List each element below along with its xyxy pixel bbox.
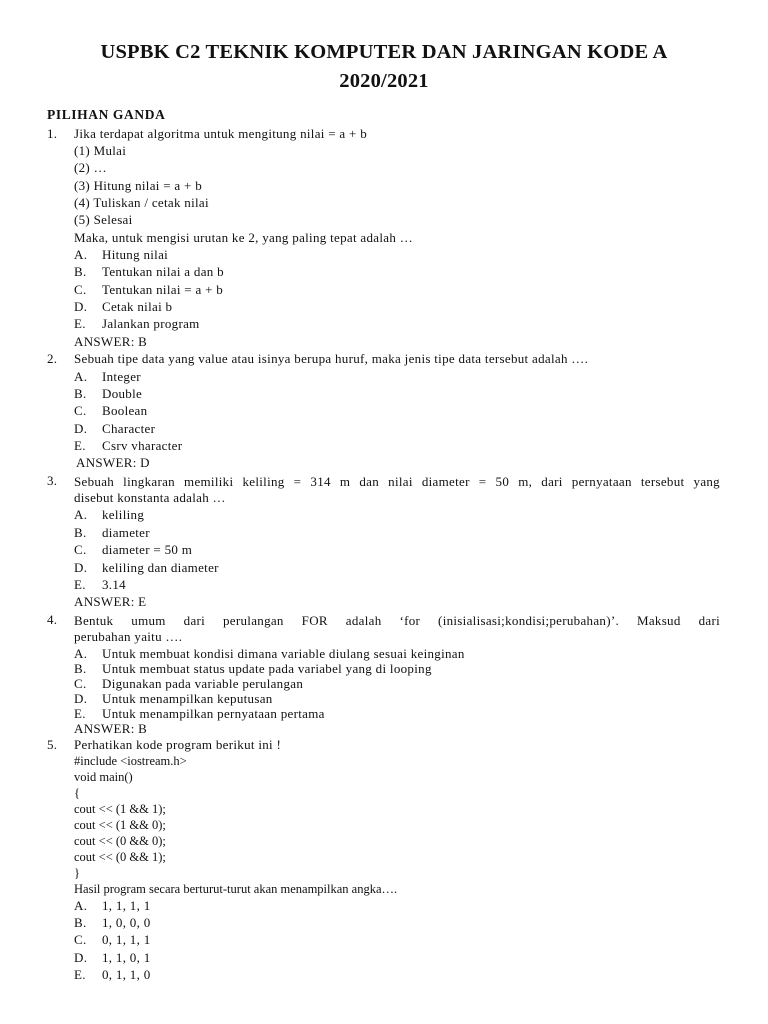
option-letter: A. bbox=[74, 507, 88, 522]
algorithm-step: (2) … bbox=[74, 160, 107, 175]
option-letter: E. bbox=[74, 577, 86, 592]
code-line: } bbox=[74, 866, 80, 880]
algorithm-step: (5) Selesai bbox=[74, 212, 133, 227]
code-line: cout << (1 && 0); bbox=[74, 818, 166, 832]
option-text: keliling dan diameter bbox=[102, 560, 219, 575]
option-letter: E. bbox=[74, 316, 86, 331]
option-letter: A. bbox=[74, 369, 88, 384]
option-text: Cetak nilai b bbox=[102, 299, 173, 314]
option-letter: B. bbox=[74, 915, 87, 930]
option-text: Digunakan pada variable perulangan bbox=[102, 676, 304, 691]
option-letter: B. bbox=[74, 525, 87, 540]
option-text: 0, 1, 1, 0 bbox=[102, 967, 151, 982]
option-text: 0, 1, 1, 1 bbox=[102, 932, 151, 947]
option-text: Boolean bbox=[102, 403, 148, 418]
option-text: Integer bbox=[102, 369, 141, 384]
title-line-1: USPBK C2 TEKNIK KOMPUTER DAN JARINGAN KODE A bbox=[100, 41, 668, 63]
option-letter: C. bbox=[74, 542, 87, 557]
option-text: Hitung nilai bbox=[102, 247, 169, 262]
code-line: cout << (1 && 1); bbox=[74, 802, 166, 816]
question-stem-line: Sebuah lingkaran memiliki keliling = 314 m dan nilai diameter = 50 m, dari pernyataan tersebut yang bbox=[74, 474, 720, 489]
option-letter: D. bbox=[74, 560, 88, 575]
question-prompt: Hasil program secara berturut-turut akan menampilkan angka…. bbox=[74, 882, 398, 896]
option-letter: A. bbox=[74, 898, 88, 913]
answer-key: ANSWER: E bbox=[74, 594, 147, 609]
question-stem: Perhatikan kode program berikut ini ! bbox=[74, 737, 282, 752]
answer-key: ANSWER: B bbox=[74, 721, 148, 736]
option-letter: A. bbox=[74, 247, 88, 262]
option-text: Tentukan nilai = a + b bbox=[102, 282, 224, 297]
option-text: diameter bbox=[102, 525, 150, 540]
option-text: Jalankan program bbox=[102, 316, 200, 331]
option-letter: D. bbox=[74, 691, 88, 706]
code-line: cout << (0 && 1); bbox=[74, 850, 166, 864]
option-text: Tentukan nilai a dan b bbox=[102, 264, 224, 279]
option-letter: A. bbox=[74, 646, 88, 661]
option-letter: B. bbox=[74, 264, 87, 279]
question-number: 2. bbox=[47, 351, 58, 366]
question-stem-line: disebut konstanta adalah … bbox=[74, 490, 226, 505]
section-heading: PILIHAN GANDA bbox=[47, 107, 166, 122]
question-number: 4. bbox=[47, 612, 58, 627]
algorithm-step: (3) Hitung nilai = a + b bbox=[74, 178, 203, 193]
option-letter: D. bbox=[74, 299, 88, 314]
option-text: Untuk membuat kondisi dimana variable diulang sesuai keinginan bbox=[102, 646, 465, 661]
question-number: 3. bbox=[47, 473, 58, 488]
code-line: #include <iostream.h> bbox=[74, 754, 187, 768]
code-line: void main() bbox=[74, 770, 133, 784]
title-line-2: 2020/2021 bbox=[339, 70, 429, 92]
option-text: Csrv vharacter bbox=[102, 438, 183, 453]
answer-key: ANSWER: D bbox=[76, 455, 150, 470]
option-text: Untuk menampilkan pernyataan pertama bbox=[102, 706, 325, 721]
question-number: 1. bbox=[47, 126, 58, 141]
option-letter: B. bbox=[74, 386, 87, 401]
option-text: Untuk menampilkan keputusan bbox=[102, 691, 273, 706]
option-text: 1, 1, 1, 1 bbox=[102, 898, 151, 913]
option-text: 1, 1, 0, 1 bbox=[102, 950, 151, 965]
question-stem: Sebuah tipe data yang value atau isinya berupa huruf, maka jenis tipe data tersebut adalah …. bbox=[74, 351, 589, 366]
option-letter: E. bbox=[74, 706, 86, 721]
algorithm-step: (1) Mulai bbox=[74, 143, 127, 158]
algorithm-step: (4) Tuliskan / cetak nilai bbox=[74, 195, 209, 210]
option-letter: D. bbox=[74, 950, 88, 965]
question-stem-line: Bentuk umum dari perulangan FOR adalah ‘for (inisialisasi;kondisi;perubahan)’. Maksud dari bbox=[74, 613, 720, 628]
option-text: keliling bbox=[102, 507, 145, 522]
option-letter: D. bbox=[74, 421, 88, 436]
code-line: cout << (0 && 0); bbox=[74, 834, 166, 848]
option-letter: C. bbox=[74, 403, 87, 418]
option-letter: C. bbox=[74, 676, 87, 691]
code-line: { bbox=[74, 786, 80, 800]
option-text: diameter = 50 m bbox=[102, 542, 193, 557]
question-number: 5. bbox=[47, 737, 58, 752]
option-letter: C. bbox=[74, 932, 87, 947]
answer-key: ANSWER: B bbox=[74, 334, 148, 349]
option-text: 3.14 bbox=[102, 577, 126, 592]
option-text: Character bbox=[102, 421, 156, 436]
option-text: Double bbox=[102, 386, 143, 401]
question-stem-line: perubahan yaitu …. bbox=[74, 629, 183, 644]
option-letter: C. bbox=[74, 282, 87, 297]
option-letter: E. bbox=[74, 967, 86, 982]
option-text: 1, 0, 0, 0 bbox=[102, 915, 151, 930]
question-prompt: Maka, untuk mengisi urutan ke 2, yang paling tepat adalah … bbox=[74, 230, 414, 245]
option-letter: B. bbox=[74, 661, 87, 676]
document-title bbox=[0, 38, 768, 96]
question-stem: Jika terdapat algoritma untuk mengitung nilai = a + b bbox=[74, 126, 368, 141]
option-letter: E. bbox=[74, 438, 86, 453]
option-text: Untuk membuat status update pada variabel yang di looping bbox=[102, 661, 432, 676]
